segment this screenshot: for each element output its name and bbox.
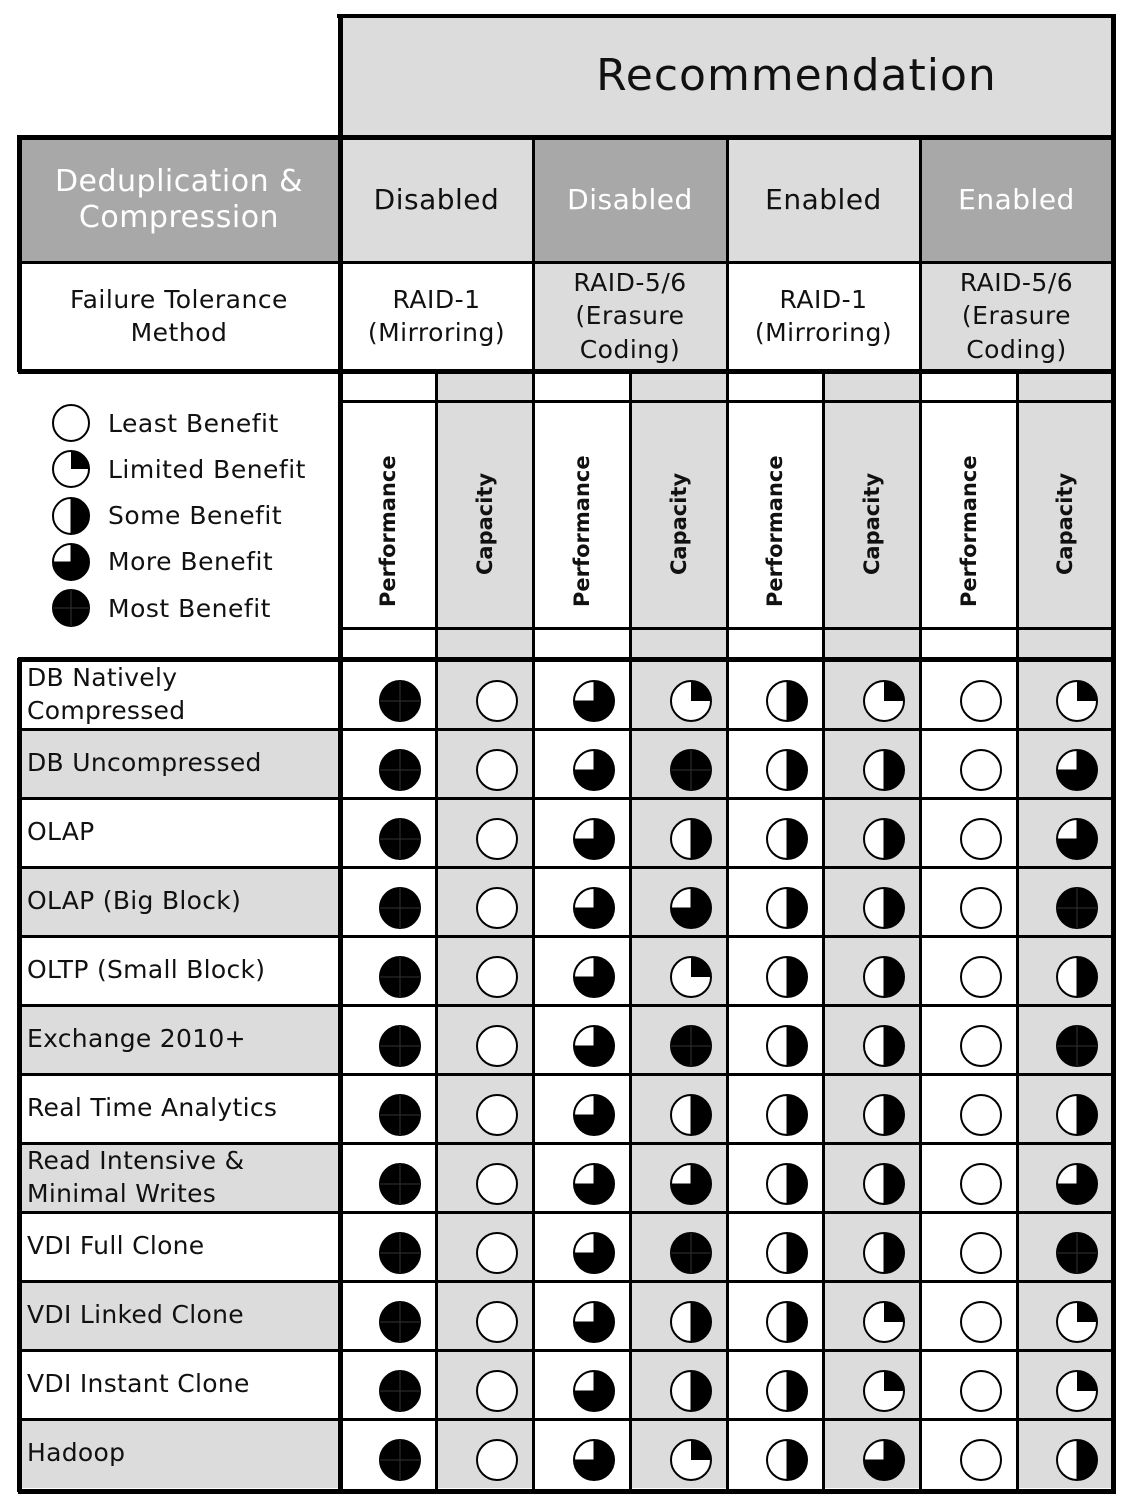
metric-label: Performance <box>376 455 400 607</box>
rating-pie-icon <box>765 1231 809 1275</box>
metric-label: Capacity <box>1053 472 1077 575</box>
rating-pie-icon <box>862 748 906 792</box>
method-value: RAID-5/6 (Erasure Coding) <box>959 268 1074 364</box>
rating-pie-icon <box>669 955 713 999</box>
rating-pie-icon <box>862 679 906 723</box>
legend-item <box>108 588 271 628</box>
legend-label: Least Benefit <box>108 408 279 438</box>
rating-pie-icon <box>572 955 616 999</box>
legend-pie-icon <box>51 588 91 628</box>
rating-pie-icon <box>378 886 422 930</box>
rating-pie-icon <box>378 1300 422 1344</box>
rating-pie-icon <box>862 1300 906 1344</box>
grid-line <box>17 135 22 372</box>
rating-pie-icon <box>765 1300 809 1344</box>
rating-pie-icon <box>475 1369 519 1413</box>
rating-pie-icon <box>765 1093 809 1137</box>
rating-pie-icon <box>1055 748 1099 792</box>
rating-pie-icon <box>669 1024 713 1068</box>
rating-pie-icon <box>475 1162 519 1206</box>
rating-pie-icon <box>475 1093 519 1137</box>
dedup-value: Enabled <box>958 183 1075 217</box>
rating-pie-icon <box>669 1093 713 1137</box>
rating-pie-icon <box>1055 1231 1099 1275</box>
row-label: DB Natively Compressed <box>27 663 186 725</box>
rating-pie-icon <box>378 817 422 861</box>
metric-label: Capacity <box>472 472 497 575</box>
rating-pie-icon <box>378 1231 422 1275</box>
row-label: OLTP (Small Block) <box>27 955 266 985</box>
rating-pie-icon <box>1055 1300 1099 1344</box>
rating-pie-icon <box>572 748 616 792</box>
failure-tolerance-label: Failure Tolerance Method <box>70 284 288 347</box>
method-value: RAID-1 (Mirroring) <box>754 284 893 347</box>
metric-label: Performance <box>763 455 787 607</box>
metric-label: Capacity <box>666 472 691 575</box>
legend-item <box>108 542 273 582</box>
rating-pie-icon <box>959 1162 1003 1206</box>
grid-line <box>18 369 1116 374</box>
row-label: OLAP <box>27 817 95 847</box>
rating-pie-icon <box>959 1024 1003 1068</box>
rating-pie-icon <box>378 1093 422 1137</box>
rating-pie-icon <box>862 1093 906 1137</box>
legend-pie-icon <box>51 449 91 489</box>
rating-pie-icon <box>1055 1369 1099 1413</box>
rating-pie-icon <box>765 1438 809 1482</box>
rating-pie-icon <box>959 748 1003 792</box>
rating-pie-icon <box>572 1093 616 1137</box>
dedup-value: Disabled <box>567 183 693 217</box>
rating-pie-icon <box>378 1369 422 1413</box>
rating-pie-icon <box>475 679 519 723</box>
row-label: OLAP (Big Block) <box>27 886 242 916</box>
method-value: RAID-5/6 (Erasure Coding) <box>573 268 687 364</box>
rating-pie-icon <box>475 748 519 792</box>
row-label: VDI Instant Clone <box>27 1369 250 1399</box>
rating-pie-icon <box>765 817 809 861</box>
grid-line <box>629 372 632 1492</box>
legend-pie-icon <box>51 403 91 443</box>
rating-pie-icon <box>862 1162 906 1206</box>
grid-line <box>18 657 1116 662</box>
recommendation-title: Recommendation <box>596 49 997 101</box>
rating-pie-icon <box>959 955 1003 999</box>
row-label: Exchange 2010+ <box>27 1024 246 1054</box>
grid-line <box>18 1142 1113 1145</box>
legend-label: More Benefit <box>108 547 274 577</box>
rating-pie-icon <box>475 817 519 861</box>
grid-line <box>337 14 1116 18</box>
rating-pie-icon <box>572 1231 616 1275</box>
grid-line <box>18 935 1113 938</box>
grid-line <box>338 137 342 372</box>
grid-line <box>18 1004 1113 1007</box>
rating-pie-icon <box>669 1300 713 1344</box>
rating-pie-icon <box>572 1024 616 1068</box>
rating-pie-icon <box>959 1093 1003 1137</box>
rating-pie-icon <box>669 817 713 861</box>
grid-line <box>1016 372 1019 1492</box>
rating-pie-icon <box>572 886 616 930</box>
rating-pie-icon <box>1055 955 1099 999</box>
rating-pie-icon <box>572 1369 616 1413</box>
rating-pie-icon <box>378 1024 422 1068</box>
rating-pie-icon <box>378 1162 422 1206</box>
grid-line <box>18 1211 1113 1214</box>
grid-line <box>822 372 825 1492</box>
rating-pie-icon <box>959 1300 1003 1344</box>
rating-pie-icon <box>669 1231 713 1275</box>
row-label: Hadoop <box>27 1438 126 1468</box>
rating-pie-icon <box>1055 679 1099 723</box>
rating-pie-icon <box>959 886 1003 930</box>
grid-line <box>18 135 1116 140</box>
dedup-header-label: Deduplication & Compression <box>54 164 304 235</box>
legend-label: Some Benefit <box>108 501 283 531</box>
rating-pie-icon <box>475 1300 519 1344</box>
legend-label: Limited Benefit <box>108 454 306 484</box>
row-label: Read Intensive & Minimal Writes <box>27 1146 245 1208</box>
grid-line <box>726 137 729 1492</box>
rating-pie-icon <box>378 679 422 723</box>
legend-item <box>108 496 282 536</box>
legend-label: Most Benefit <box>108 593 271 623</box>
rating-pie-icon <box>765 886 809 930</box>
dedup-value: Disabled <box>373 183 500 217</box>
rating-pie-icon <box>959 1438 1003 1482</box>
grid-line <box>532 137 535 1492</box>
row-label: VDI Linked Clone <box>27 1300 244 1330</box>
rating-pie-icon <box>572 1438 616 1482</box>
rating-pie-icon <box>765 1369 809 1413</box>
grid-line <box>18 728 1113 731</box>
row-label: Real Time Analytics <box>27 1093 278 1123</box>
legend-item <box>108 403 279 443</box>
rating-pie-icon <box>475 1231 519 1275</box>
grid-line <box>18 1489 1116 1494</box>
rating-pie-icon <box>669 1162 713 1206</box>
rating-pie-icon <box>765 1162 809 1206</box>
rating-pie-icon <box>862 1024 906 1068</box>
rating-pie-icon <box>572 1162 616 1206</box>
metric-label: Capacity <box>859 472 884 575</box>
rating-pie-icon <box>475 1024 519 1068</box>
rating-pie-icon <box>862 817 906 861</box>
grid-line <box>18 1418 1113 1421</box>
rating-pie-icon <box>1055 1093 1099 1137</box>
rating-pie-icon <box>862 1369 906 1413</box>
rating-pie-icon <box>572 817 616 861</box>
metric-label: Performance <box>569 455 594 607</box>
grid-line <box>18 797 1113 800</box>
grid-line <box>340 400 1113 403</box>
rating-pie-icon <box>475 886 519 930</box>
rating-pie-icon <box>862 1438 906 1482</box>
rating-pie-icon <box>669 886 713 930</box>
rating-pie-icon <box>862 1231 906 1275</box>
grid-line <box>919 137 922 1492</box>
rating-pie-icon <box>1055 1162 1099 1206</box>
row-label: VDI Full Clone <box>27 1231 205 1261</box>
grid-line <box>340 627 1113 630</box>
rating-pie-icon <box>572 1300 616 1344</box>
grid-line <box>18 1280 1113 1283</box>
grid-line <box>435 372 438 1492</box>
rating-pie-icon <box>765 1024 809 1068</box>
rating-pie-icon <box>378 1438 422 1482</box>
rating-pie-icon <box>669 1438 713 1482</box>
rating-pie-icon <box>765 955 809 999</box>
rating-pie-icon <box>765 679 809 723</box>
grid-line <box>18 1349 1113 1352</box>
legend-pie-icon <box>51 542 91 582</box>
rating-pie-icon <box>475 1438 519 1482</box>
rating-pie-icon <box>475 955 519 999</box>
rating-pie-icon <box>378 748 422 792</box>
method-value: RAID-1 (Mirroring) <box>367 284 506 347</box>
rating-pie-icon <box>862 886 906 930</box>
rating-pie-icon <box>378 955 422 999</box>
rating-pie-icon <box>669 679 713 723</box>
rating-pie-icon <box>1055 886 1099 930</box>
rating-pie-icon <box>959 1369 1003 1413</box>
grid-line <box>18 1073 1113 1076</box>
legend-pie-icon <box>51 496 91 536</box>
grid-line <box>18 866 1113 869</box>
dedup-value: Enabled <box>765 183 882 217</box>
legend-item <box>108 449 306 489</box>
rating-pie-icon <box>862 955 906 999</box>
rating-pie-icon <box>1055 817 1099 861</box>
rating-pie-icon <box>959 817 1003 861</box>
rating-pie-icon <box>959 679 1003 723</box>
rating-pie-icon <box>572 679 616 723</box>
rating-pie-icon <box>1055 1024 1099 1068</box>
row-label: DB Uncompressed <box>27 748 262 778</box>
grid-line <box>1111 14 1116 1492</box>
rating-pie-icon <box>1055 1438 1099 1482</box>
rating-pie-icon <box>669 748 713 792</box>
rating-pie-icon <box>765 748 809 792</box>
rating-pie-icon <box>669 1369 713 1413</box>
rating-pie-icon <box>959 1231 1003 1275</box>
grid-line <box>18 261 1116 264</box>
metric-label: Performance <box>956 455 981 607</box>
